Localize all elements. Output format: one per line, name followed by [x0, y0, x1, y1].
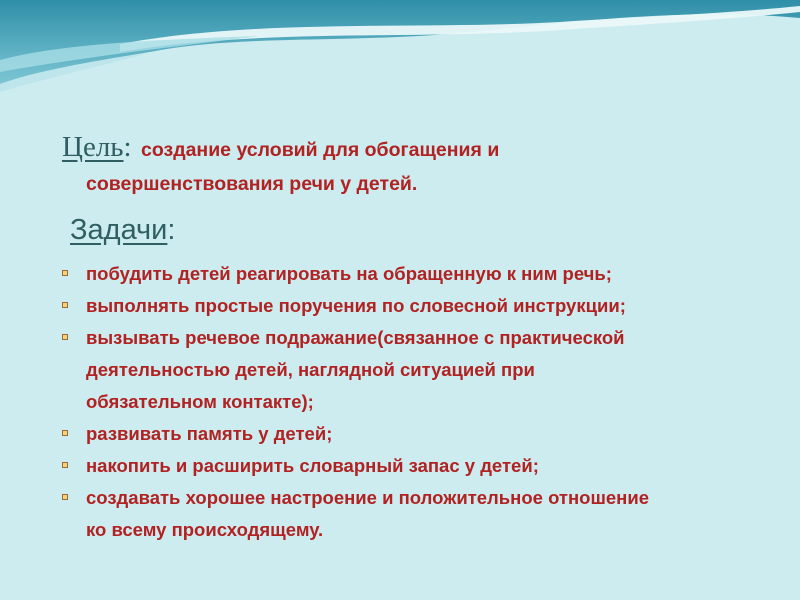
bullet-icon: [62, 430, 68, 436]
goal-text-line1: создание условий для обогащения и: [141, 139, 500, 161]
list-item-line: развивать память у детей;: [86, 423, 333, 444]
list-item-line: выполнять простые поручения по словесной инструкции;: [86, 295, 626, 316]
list-item-line: ко всему происходящему.: [86, 519, 324, 540]
goal-text-line2: совершенствования речи у детей.: [86, 173, 418, 195]
list-item: [60, 450, 760, 482]
list-item: [60, 322, 760, 418]
list-item-line: побудить детей реагировать на обращенную к ним речь;: [86, 263, 612, 284]
bullet-icon: [62, 494, 68, 500]
bullet-icon: [62, 462, 68, 468]
list-item-line: вызывать речевое подражание(связанное с практической: [86, 327, 625, 348]
list-item-line: создавать хорошее настроение и положительное отношение: [86, 487, 649, 508]
goal-colon: :: [123, 131, 132, 163]
tasks-heading-text: Задачи: [70, 214, 168, 246]
goal-block: [62, 130, 762, 201]
list-item: [60, 290, 760, 322]
tasks-heading: [70, 214, 175, 247]
list-item: [60, 482, 760, 546]
list-item-line: деятельностью детей, наглядной ситуацией при: [86, 359, 535, 380]
bullet-icon: [62, 334, 68, 340]
tasks-list: [60, 258, 760, 546]
bullet-icon: [62, 270, 68, 276]
tasks-heading-colon: :: [167, 214, 176, 246]
list-item: [60, 258, 760, 290]
goal-label: Цель: [62, 131, 124, 163]
goal-line-1: [62, 130, 762, 167]
list-item-line: обязательном контакте);: [86, 391, 314, 412]
bullet-icon: [62, 302, 68, 308]
list-item: [60, 418, 760, 450]
list-item-line: накопить и расширить словарный запас у детей;: [86, 455, 539, 476]
